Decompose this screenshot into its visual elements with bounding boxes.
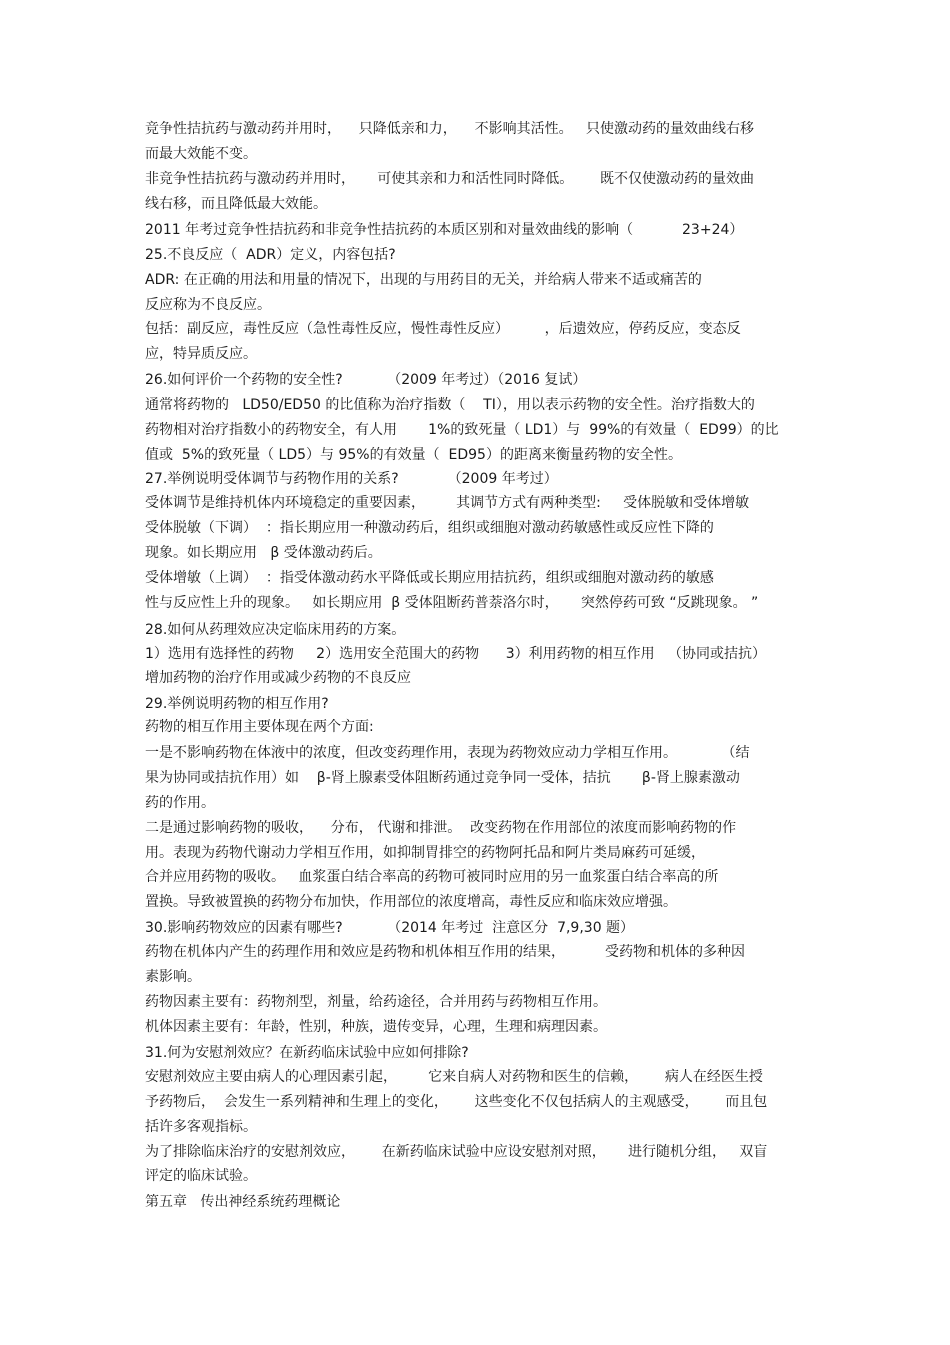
text-line: 素影响。 [145, 969, 201, 985]
text-line: 而最大效能不变。 [145, 146, 257, 162]
question-heading: 26.如何评价一个药物的安全性? （2009 年考过）（2016 复试） [145, 372, 587, 388]
text-line: 反应称为不良反应。 [145, 297, 271, 313]
text-line: 受体增敏（上调） ：指受体激动药水平降低或长期应用拮抗药，组织或细胞对激动药的敏感 [145, 570, 714, 586]
text-line: 值或 5%的致死量（ LD5）与 95%的有效量（ ED95）的距离来衡量药物的安全性。 [145, 447, 682, 463]
text-line: 非竞争性拮抗药与激动药并用时， 可使其亲和力和活性同时降低。 既不仅使激动药的量效曲 [145, 171, 754, 187]
text-line: 安慰剂效应主要由病人的心理因素引起， 它来自病人对药物和医生的信赖， 病人在经医生授 [145, 1069, 763, 1085]
question-heading: 28.如何从药理效应决定临床用药的方案。 [145, 622, 406, 638]
text-line: 受体脱敏（下调） ：指长期应用一种激动药后，组织或细胞对激动药敏感性或反应性下降的 [145, 520, 714, 536]
text-line: 增加药物的治疗作用或减少药物的不良反应 [145, 670, 411, 686]
question-heading: 27.举例说明受体调节与药物作用的关系? （2009 年考过） [145, 471, 558, 487]
text-line: 性与反应性上升的现象。 如长期应用 β 受体阻断药普萘洛尔时， 突然停药可致 “反跳现象。 ” [145, 595, 759, 611]
text-line: 合并应用药物的吸收。 血浆蛋白结合率高的药物可被同时应用的另一血浆蛋白结合率高的所 [145, 869, 719, 885]
text-line: 1）选用有选择性的药物 2）选用安全范围大的药物 3）利用药物的相互作用 （协同或拮抗） [145, 646, 767, 662]
question-heading: 29.举例说明药物的相互作用? [145, 696, 329, 712]
text-line: 二是通过影响药物的吸收， 分布， 代谢和排泄。 改变药物在作用部位的浓度而影响药物的作 [145, 820, 737, 836]
text-line: 药物因素主要有：药物剂型，剂量，给药途径，合并用药与药物相互作用。 [145, 994, 607, 1010]
text-line: 为了排除临床治疗的安慰剂效应， 在新药临床试验中应设安慰剂对照， 进行随机分组， 双盲 [145, 1144, 768, 1160]
text-line: ADR: 在正确的用法和用量的情况下，出现的与用药目的无关，并给病人带来不适或痛苦的 [145, 272, 702, 288]
text-line: 置换。导致被置换的药物分布加快，作用部位的浓度增高，毒性反应和临床效应增强。 [145, 894, 677, 910]
text-line: 机体因素主要有：年龄，性别，种族，遗传变异，心理，生理和病理因素。 [145, 1019, 607, 1035]
text-line: 予药物后， 会发生一系列精神和生理上的变化， 这些变化不仅包括病人的主观感受， 而且包 [145, 1094, 768, 1110]
question-heading: 31.何为安慰剂效应？在新药临床试验中应如何排除? [145, 1045, 469, 1061]
text-line: 评定的临床试验。 [145, 1168, 257, 1184]
text-line: 现象。如长期应用 β 受体激动药后。 [145, 545, 382, 561]
text-line: 药物在机体内产生的药理作用和效应是药物和机体相互作用的结果， 受药物和机体的多种因 [145, 944, 746, 960]
text-line: 线右移，而且降低最大效能。 [145, 196, 327, 212]
text-line: 2011 年考过竞争性拮抗药和非竞争性拮抗药的本质区别和对量效曲线的影响（ 23+24） [145, 222, 744, 238]
text-line: 用。表现为药物代谢动力学相互作用，如抑制胃排空的药物阿托品和阿片类局麻药可延缓， [145, 845, 705, 861]
text-line: 药物的相互作用主要体现在两个方面: [145, 719, 374, 735]
text-line: 受体调节是维持机体内环境稳定的重要因素， 其调节方式有两种类型: 受体脱敏和受体增敏 [145, 495, 750, 511]
question-heading: 30.影响药物效应的因素有哪些? （2014 年考过 注意区分 7,9,30 题） [145, 920, 635, 936]
text-line: 括许多客观指标。 [145, 1119, 257, 1135]
text-line: 包括：副反应，毒性反应（急性毒性反应，慢性毒性反应） ，后遗效应，停药反应，变态反 [145, 321, 741, 337]
text-line: 应，特异质反应。 [145, 346, 257, 362]
text-line: 竞争性拮抗药与激动药并用时， 只降低亲和力， 不影响其活性。 只使激动药的量效曲线右移 [145, 121, 754, 137]
question-heading: 25.不良反应（ ADR）定义，内容包括? [145, 247, 396, 263]
chapter-heading: 第五章 传出神经系统药理概论 [145, 1194, 341, 1210]
text-line: 一是不影响药物在体液中的浓度，但改变药理作用，表现为药物效应动力学相互作用。 （结 [145, 745, 750, 761]
text-line: 果为协同或拮抗作用）如 β-肾上腺素受体阻断药通过竞争同一受体，拮抗 β-肾上腺素激动 [145, 770, 740, 786]
text-line: 通常将药物的 LD50/ED50 的比值称为治疗指数（ TI），用以表示药物的安全性。治疗指数大的 [145, 397, 755, 413]
text-line: 药物相对治疗指数小的药物安全，有人用 1%的致死量（ LD1）与 99%的有效量（ ED99）的比 [145, 422, 779, 438]
text-line: 药的作用。 [145, 795, 215, 811]
